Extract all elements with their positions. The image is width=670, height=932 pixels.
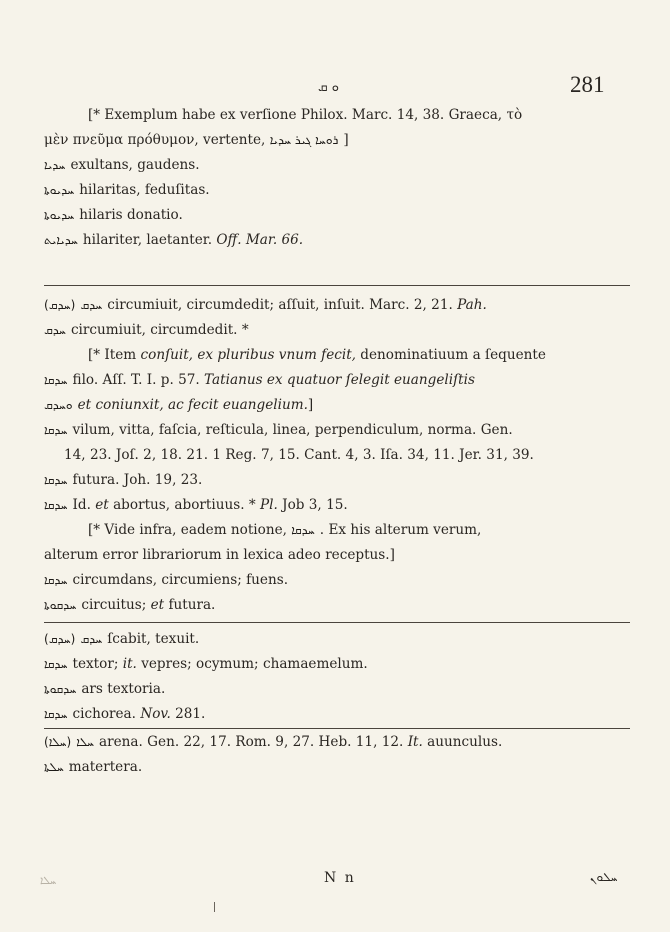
syriac-word: ܚܕܩܐ bbox=[44, 373, 68, 387]
line: ܚܕܝܘܬܐ hilaris donatio. bbox=[44, 203, 629, 228]
section-2 bbox=[44, 293, 629, 618]
line: [* Vide infra, eadem notione, ܚܕܩܐ . Ex his alterum verum, bbox=[44, 518, 629, 543]
line: ܚܕܩܐ textor; it. vepres; ocymum; chamaemelum. bbox=[44, 652, 629, 677]
syriac-word: ܪܘܚܐ ܓܝܪ ܚܕܝܐ bbox=[269, 133, 339, 147]
line: ܚܕܩܐ futura. Joh. 19, 23. bbox=[44, 468, 629, 493]
section-3 bbox=[44, 627, 629, 727]
signature-mark: N n bbox=[324, 870, 356, 886]
syriac-word: ܚܕܝܐ bbox=[44, 158, 66, 172]
header-mark: ܘ ܩ bbox=[318, 80, 340, 95]
syriac-word: ܚܕܝܘܬܐ bbox=[44, 208, 75, 222]
line: ܚܠܬܐ matertera. bbox=[44, 755, 629, 780]
line: alterum error librariorum in lexica adeo receptus.] bbox=[44, 547, 395, 563]
syriac-word: ܚܕܝܐܝܬ bbox=[44, 233, 78, 247]
syriac-word: ܚܕܩ bbox=[44, 323, 66, 337]
line: ܚܕܩܐ vilum, vitta, faſcia, reſticula, linea, perpendiculum, norma. Gen. bbox=[44, 418, 629, 443]
line: ܚܕܩܐ Id. et abortus, abortiuus. * Pl. Job 3, 15. bbox=[44, 493, 629, 518]
line: ܚܕܩܘܬܐ circuitus; et futura. bbox=[44, 593, 629, 618]
root-word: (ܚܕܩ) bbox=[44, 298, 76, 312]
page-number: 281 bbox=[570, 72, 605, 97]
syriac-word: ܚܕܩܘܬܐ bbox=[44, 598, 77, 612]
line: (ܚܕܩ) ܚܕܩ ſcabit, texuit. bbox=[44, 627, 629, 652]
section-1 bbox=[44, 103, 629, 253]
syriac-word: ܚܕܩܐ bbox=[291, 523, 315, 537]
divider bbox=[44, 728, 630, 729]
faded-catchword: ܚܠܐ bbox=[40, 874, 57, 887]
margin-mark bbox=[214, 902, 215, 912]
syriac-word: ܚܕܩܐ bbox=[44, 573, 68, 587]
line: ܚܕܩܘܬܐ ars textoria. bbox=[44, 677, 629, 702]
divider bbox=[44, 622, 630, 623]
syriac-word: ܚܕܩܐ bbox=[44, 707, 68, 721]
root-word: (ܚܠܐ) bbox=[44, 735, 72, 749]
syriac-word: ܚܕܩܐ bbox=[44, 423, 68, 437]
section-4 bbox=[44, 730, 629, 780]
divider bbox=[44, 285, 630, 286]
syriac-word: ܚܕܩ bbox=[80, 632, 103, 646]
catchword: ܚܠܘܢ bbox=[590, 870, 618, 884]
syriac-word: ܚܕܩܐ bbox=[44, 498, 68, 512]
syriac-word: ܚܕܩܐ bbox=[44, 473, 68, 487]
line: ܚܕܩܐ cichorea. Nov. 281. bbox=[44, 702, 629, 727]
line: ܚܕܩܐ circumdans, circumiens; fuens. bbox=[44, 568, 629, 593]
syriac-word: ܘܚܕܩ bbox=[44, 398, 73, 412]
syriac-word: ܚܕܩܘܬܐ bbox=[44, 682, 77, 696]
syriac-word: ܚܕܩܐ bbox=[44, 657, 68, 671]
syriac-word: ܚܠܬܐ bbox=[44, 760, 64, 774]
line: [* Exemplum habe ex verſione Philox. Marc. 14, 38. Graeca, τὸ bbox=[88, 107, 523, 123]
line: ܚܕܝܘܬܐ hilaritas, feduſitas. bbox=[44, 178, 629, 203]
line: (ܚܠܐ) ܚܠܐ arena. Gen. 22, 17. Rom. 9, 27. Heb. 11, 12. It. auunculus. bbox=[44, 730, 629, 755]
line: ܚܕܝܐܝܬ hilariter, laetanter. Off. Mar. 66. bbox=[44, 228, 629, 253]
root-word: (ܚܕܩ) bbox=[44, 632, 76, 646]
line: [* Item conſuit, ex pluribus vnum fecit, denominatiuum a ſequente bbox=[88, 347, 546, 363]
line: ܘܚܕܩ et coniunxit, ac fecit euangelium.] bbox=[44, 393, 629, 418]
line: ܚܕܩܐ filo. Aſſ. T. I. p. 57. Tatianus ex quatuor ſelegit euangeliſtis bbox=[44, 368, 629, 393]
syriac-word: ܚܕܩ bbox=[80, 298, 103, 312]
line: μὲν πνεῦμα πρόθυμον, vertente, ܪܘܚܐ ܓܝܪ ܚܕܝܐ ] bbox=[44, 128, 629, 153]
line: ܚܕܩ circumiuit, circumdedit. * bbox=[44, 318, 629, 343]
syriac-word: ܚܕܝܘܬܐ bbox=[44, 183, 75, 197]
line: ܚܕܝܐ exultans, gaudens. bbox=[44, 153, 629, 178]
line: (ܚܕܩ) ܚܕܩ circumiuit, circumdedit; aſſuit, inſuit. Marc. 2, 21. Pah. bbox=[44, 293, 629, 318]
line: 14, 23. Joſ. 2, 18. 21. 1 Reg. 7, 15. Cant. 4, 3. Iſa. 34, 11. Jer. 31, 39. bbox=[64, 447, 534, 463]
syriac-word: ܚܠܐ bbox=[76, 735, 95, 749]
